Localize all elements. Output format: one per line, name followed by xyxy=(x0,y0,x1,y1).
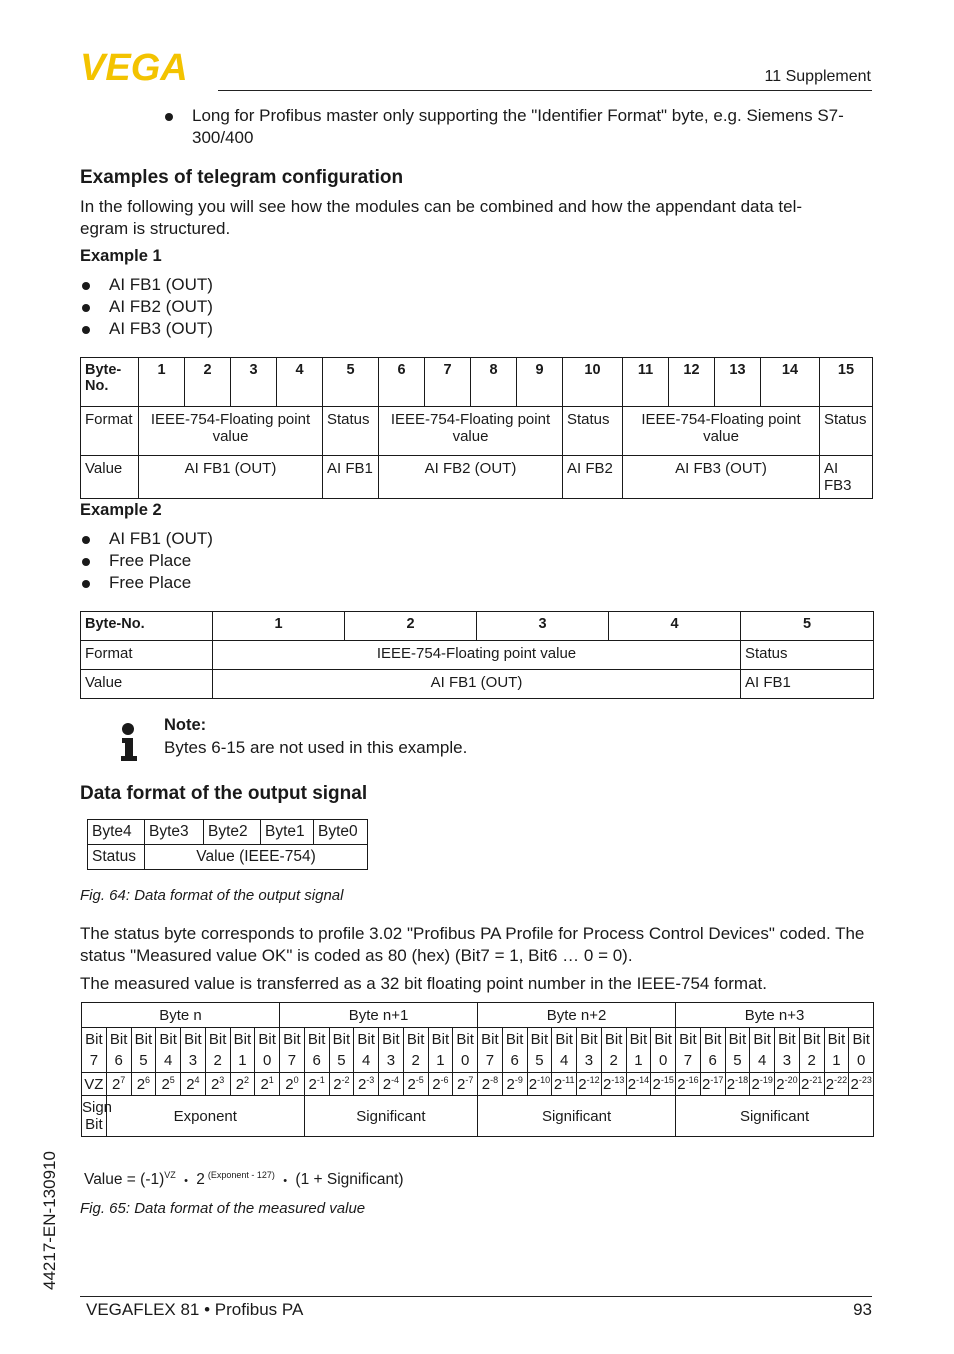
value-formula xyxy=(84,1170,404,1189)
power-exponent: -3 xyxy=(366,1075,375,1085)
bit-cell xyxy=(82,1028,107,1073)
status-cell: Status xyxy=(323,407,379,456)
bit-word: Bit xyxy=(456,1031,474,1048)
byte-header: Byte4 xyxy=(88,820,145,845)
formula-dot: • xyxy=(184,1175,188,1188)
power-cell: $2^{-4}$ xyxy=(379,1073,404,1096)
bit-word: Bit xyxy=(332,1031,351,1048)
power-exponent: -1 xyxy=(316,1075,325,1085)
bit-number: 1 xyxy=(634,1052,643,1069)
bit-word: Bit xyxy=(629,1031,648,1048)
value-label: Value xyxy=(81,456,139,499)
bit-word: Bit xyxy=(382,1031,400,1048)
bit-cell xyxy=(651,1028,676,1073)
bit-word: Bit xyxy=(604,1031,623,1048)
power-cell: $2^{-7}$ xyxy=(453,1073,478,1096)
power-exponent: -14 xyxy=(636,1075,650,1085)
significant-cell: Significant xyxy=(478,1096,676,1137)
power-cell: $2^4$ xyxy=(181,1073,206,1096)
value-cell: Value (IEEE-754) xyxy=(145,845,368,870)
bit-cell xyxy=(131,1028,156,1073)
power-cell: $2^{-2}$ xyxy=(329,1073,354,1096)
value-cell: AI FB1 (OUT) xyxy=(213,670,741,699)
bit-cell xyxy=(676,1028,701,1073)
power-cell: $2^{-21}$ xyxy=(799,1073,824,1096)
status-cell: Status xyxy=(820,407,873,456)
bit-word: Bit xyxy=(307,1031,326,1048)
byte-header: Byte n+1 xyxy=(280,1003,478,1028)
byte-number: 1 xyxy=(139,358,185,407)
byte-number: 11 xyxy=(623,358,669,407)
bit-cell xyxy=(304,1028,329,1073)
bit-word: Bit xyxy=(778,1031,796,1048)
bit-word: Bit xyxy=(208,1031,227,1048)
status-paragraph: The status byte corresponds to profile 3.02 "Profibus PA Profile for Process Control Devices" coded. The status "Measured value OK" is coded as 80 (hex) (Bit7 = 1, Bit6 … 0 = 0). xyxy=(80,924,865,965)
byte-number: 12 xyxy=(669,358,715,407)
byte-header: Byte n+2 xyxy=(478,1003,676,1028)
bit-number: 5 xyxy=(139,1052,148,1069)
bit-word: Bit xyxy=(184,1031,202,1048)
power-cell: $2^{-19}$ xyxy=(750,1073,775,1096)
ieee-cell: IEEE-754-Floating point value xyxy=(379,407,563,456)
power-exponent: 3 xyxy=(219,1075,225,1085)
bit-cell xyxy=(329,1028,354,1073)
document-id: 44217-EN-130910 xyxy=(40,1151,59,1290)
power-cell: $2^{-9}$ xyxy=(502,1073,527,1096)
power-cell: $2^{-1}$ xyxy=(304,1073,329,1096)
byte-number: 2 xyxy=(185,358,231,407)
byte-header: Byte3 xyxy=(145,820,204,845)
power-cell: $2^{-13}$ xyxy=(601,1073,626,1096)
table-row xyxy=(81,612,874,641)
footer-title: VEGAFLEX 81 • Profibus PA xyxy=(86,1300,304,1319)
power-cell: $2^2$ xyxy=(230,1073,255,1096)
example2-table xyxy=(80,611,874,699)
power-cell: $2^5$ xyxy=(156,1073,181,1096)
byte-number: 5 xyxy=(741,612,874,641)
bit-cell xyxy=(403,1028,428,1073)
power-exponent: -18 xyxy=(735,1075,749,1085)
bit-cell xyxy=(824,1028,849,1073)
byte-number: 2 xyxy=(345,612,477,641)
exponent-cell: Exponent xyxy=(106,1096,304,1137)
bit-number: 5 xyxy=(733,1052,742,1069)
power-cell: $2^0$ xyxy=(280,1073,305,1096)
power-exponent: -12 xyxy=(586,1075,600,1085)
table-row xyxy=(81,358,873,407)
power-cell: $2^{-11}$ xyxy=(552,1073,577,1096)
ieee-cell: IEEE-754-Floating point value xyxy=(139,407,323,456)
power-exponent: 2 xyxy=(244,1075,250,1085)
bit-word: Bit xyxy=(109,1031,128,1048)
power-cell: $2^{-23}$ xyxy=(849,1073,874,1096)
bit-word: Bit xyxy=(283,1031,301,1048)
bit-number: 2 xyxy=(411,1052,420,1069)
value-cell: AI FB3 (OUT) xyxy=(623,456,820,499)
power-exponent: -6 xyxy=(440,1075,449,1085)
list-item: AI FB1 (OUT) xyxy=(80,274,480,296)
bit-number: 4 xyxy=(163,1052,173,1069)
output-format-table xyxy=(87,819,368,870)
bit-cell xyxy=(181,1028,206,1073)
bit-number: 4 xyxy=(560,1052,569,1069)
intro-list xyxy=(163,105,863,149)
power-exponent: 0 xyxy=(293,1075,299,1085)
footer-divider xyxy=(80,1296,872,1297)
power-cell: $2^{-22}$ xyxy=(824,1073,849,1096)
byte-number: 3 xyxy=(477,612,609,641)
table-row xyxy=(81,456,873,499)
byte-number: 7 xyxy=(425,358,471,407)
formula-rhs: (1 + Significant) xyxy=(295,1171,404,1189)
note-text: Bytes 6-15 are not used in this example. xyxy=(164,738,468,757)
power-cell: $2^{-20}$ xyxy=(775,1073,800,1096)
bit-number: 0 xyxy=(460,1052,470,1069)
power-exponent: -10 xyxy=(537,1075,551,1085)
value-cell: AI FB2 xyxy=(563,456,623,499)
status-cell: Status xyxy=(563,407,623,456)
example1-list xyxy=(80,274,480,340)
table-row xyxy=(82,1028,874,1073)
byte-number: 10 xyxy=(563,358,623,407)
value-cell: AI FB1 xyxy=(323,456,379,499)
bit-cell xyxy=(230,1028,255,1073)
bit-number: 3 xyxy=(782,1052,792,1069)
logo-text: VEGA xyxy=(80,50,188,84)
byte-number: 3 xyxy=(231,358,277,407)
byte-header: Byte n+3 xyxy=(676,1003,874,1028)
power-exponent: -16 xyxy=(685,1075,699,1085)
power-exponent: -15 xyxy=(660,1075,674,1085)
bit-cell xyxy=(700,1028,725,1073)
list-item: Long for Profibus master only supporting the "Identifier Format" byte, e.g. Siemens S7-300/400 xyxy=(163,105,863,149)
bit-cell xyxy=(775,1028,800,1073)
bit-cell xyxy=(428,1028,453,1073)
value-cell: AI FB1 (OUT) xyxy=(139,456,323,499)
power-cell: $2^{-8}$ xyxy=(478,1073,503,1096)
bit-cell xyxy=(552,1028,577,1073)
page-number: 93 xyxy=(853,1300,872,1319)
bit-word: Bit xyxy=(654,1031,672,1048)
power-cell: $2^{-12}$ xyxy=(577,1073,602,1096)
ieee-cell: IEEE-754-Floating point value xyxy=(213,641,741,670)
power-cell: $2^{-5}$ xyxy=(403,1073,428,1096)
bit-number: 6 xyxy=(708,1052,717,1069)
bit-number: 0 xyxy=(857,1052,866,1069)
bit-word: Bit xyxy=(802,1031,821,1048)
bit-word: Bit xyxy=(530,1031,549,1048)
bit-number: 1 xyxy=(832,1052,841,1069)
power-exponent: -17 xyxy=(710,1075,724,1085)
byte-number: 8 xyxy=(471,358,517,407)
example2-list xyxy=(80,528,480,594)
bit-cell xyxy=(750,1028,775,1073)
power-exponent: -4 xyxy=(391,1075,400,1085)
bit-word: Bit xyxy=(85,1031,103,1048)
table-row xyxy=(81,670,874,699)
byte-number: 9 xyxy=(517,358,563,407)
bit-cell xyxy=(849,1028,874,1073)
power-exponent: -19 xyxy=(759,1075,773,1085)
significant-cell: Significant xyxy=(304,1096,477,1137)
list-item: AI FB3 (OUT) xyxy=(80,318,480,340)
bit-cell xyxy=(478,1028,503,1073)
table-row xyxy=(81,641,874,670)
bit-number: 5 xyxy=(535,1052,544,1069)
power-cell: $2^{-15}$ xyxy=(651,1073,676,1096)
bit-number: 7 xyxy=(287,1052,297,1069)
power-exponent: -9 xyxy=(514,1075,523,1085)
table-row xyxy=(81,407,873,456)
bit-cell xyxy=(502,1028,527,1073)
power-cell: $2^{-3}$ xyxy=(354,1073,379,1096)
bit-number: 4 xyxy=(361,1052,371,1069)
bit-number: 7 xyxy=(683,1052,693,1069)
status-cell: Status xyxy=(741,641,874,670)
byte-header: Byte2 xyxy=(204,820,261,845)
example1-table xyxy=(80,357,873,499)
formula-exponent: (Exponent - 127) xyxy=(207,1170,275,1180)
list-item: AI FB1 (OUT) xyxy=(80,528,480,550)
formula-two: 2 xyxy=(196,1171,205,1189)
bit-number: 3 xyxy=(386,1052,396,1069)
power-exponent: -8 xyxy=(490,1075,499,1085)
bit-word: Bit xyxy=(357,1031,375,1048)
sign-bit-cell: Sign Bit xyxy=(82,1096,107,1137)
bit-cell xyxy=(799,1028,824,1073)
power-exponent: -22 xyxy=(834,1075,848,1085)
bit-cell xyxy=(725,1028,750,1073)
bit-number: 6 xyxy=(114,1052,123,1069)
bit-word: Bit xyxy=(505,1031,524,1048)
section-label: 11 Supplement xyxy=(764,68,871,85)
bit-number: 6 xyxy=(510,1052,519,1069)
power-cell: $2^3$ xyxy=(205,1073,230,1096)
output-heading: Data format of the output signal xyxy=(80,783,368,804)
table-row xyxy=(82,1073,874,1096)
bit-word: Bit xyxy=(258,1031,276,1048)
byte-number: 6 xyxy=(379,358,425,407)
table-row xyxy=(82,1003,874,1028)
bit-cell xyxy=(280,1028,305,1073)
telegram-heading: Examples of telegram configuration xyxy=(80,167,404,188)
power-cell: $2^{-10}$ xyxy=(527,1073,552,1096)
fig64-caption: Fig. 64: Data format of the output signal xyxy=(80,887,344,904)
example2-title: Example 2 xyxy=(80,501,162,519)
list-item: AI FB2 (OUT) xyxy=(80,296,480,318)
bit-number: 1 xyxy=(238,1052,247,1069)
bit-word: Bit xyxy=(703,1031,722,1048)
example1-title: Example 1 xyxy=(80,247,162,265)
bit-number: 5 xyxy=(337,1052,346,1069)
bit-number: 2 xyxy=(609,1052,618,1069)
formula-lhs: Value = (-1) xyxy=(84,1171,165,1189)
format-label: Format xyxy=(81,407,139,456)
bit-cell xyxy=(527,1028,552,1073)
power-exponent: -11 xyxy=(562,1075,575,1085)
bit-cell xyxy=(156,1028,181,1073)
byte-number: 1 xyxy=(213,612,345,641)
power-exponent: -20 xyxy=(784,1075,798,1085)
note-title: Note: xyxy=(164,716,207,734)
bit-number: 3 xyxy=(584,1052,594,1069)
power-exponent: 6 xyxy=(145,1075,151,1085)
byte-header: Byte n xyxy=(82,1003,280,1028)
power-cell: $2^1$ xyxy=(255,1073,280,1096)
table-row xyxy=(88,820,368,845)
byte-number: 13 xyxy=(715,358,761,407)
power-cell: $2^6$ xyxy=(131,1073,156,1096)
table-row xyxy=(88,845,368,870)
bit-word: Bit xyxy=(827,1031,846,1048)
bit-number: 0 xyxy=(659,1052,668,1069)
power-cell: $2^{-14}$ xyxy=(626,1073,651,1096)
bit-cell xyxy=(453,1028,478,1073)
power-exponent: -21 xyxy=(809,1075,823,1085)
bit-word: Bit xyxy=(431,1031,450,1048)
bit-word: Bit xyxy=(159,1031,177,1048)
power-cell: $2^{-16}$ xyxy=(676,1073,701,1096)
bit-number: 1 xyxy=(436,1052,445,1069)
power-exponent: 5 xyxy=(169,1075,175,1085)
bit-word: Bit xyxy=(580,1031,598,1048)
power-cell: $2^{-18}$ xyxy=(725,1073,750,1096)
byte-number: 14 xyxy=(761,358,820,407)
bit-cell xyxy=(601,1028,626,1073)
power-exponent: 7 xyxy=(120,1075,126,1085)
bit-number: 7 xyxy=(89,1052,99,1069)
power-cell: $2^{-17}$ xyxy=(700,1073,725,1096)
power-exponent: -7 xyxy=(465,1075,474,1085)
value-cell: AI FB1 xyxy=(741,670,874,699)
list-item: Free Place xyxy=(80,550,480,572)
bit-word: Bit xyxy=(481,1031,499,1048)
bit-word: Bit xyxy=(134,1031,153,1048)
bit-word: Bit xyxy=(233,1031,252,1048)
bit-number: 4 xyxy=(758,1052,767,1069)
measured-paragraph: The measured value is transferred as a 32 bit floating point number in the IEEE-754 format. xyxy=(80,974,767,993)
header-divider xyxy=(218,90,872,91)
status-cell: Status xyxy=(88,845,145,870)
power-cell: $2^{-6}$ xyxy=(428,1073,453,1096)
significant-cell: Significant xyxy=(676,1096,874,1137)
byte-number: 4 xyxy=(277,358,323,407)
bit-number: 3 xyxy=(188,1052,198,1069)
bit-number: 6 xyxy=(312,1052,321,1069)
power-exponent: -23 xyxy=(858,1075,872,1085)
bit-word: Bit xyxy=(728,1031,747,1048)
vz-cell: VZ xyxy=(82,1073,107,1096)
value-cell: AI FB3 xyxy=(820,456,873,499)
info-icon xyxy=(118,722,140,767)
list-item: Free Place xyxy=(80,572,480,594)
power-exponent: -5 xyxy=(415,1075,424,1085)
byte-header: Byte1 xyxy=(261,820,314,845)
value-label: Value xyxy=(81,670,213,699)
vega-logo xyxy=(80,50,212,89)
byte-number: 5 xyxy=(323,358,379,407)
bit-cell xyxy=(379,1028,404,1073)
power-exponent: -13 xyxy=(611,1075,625,1085)
format-label: Format xyxy=(81,641,213,670)
bit-number: 0 xyxy=(262,1052,272,1069)
formula-vz: VZ xyxy=(164,1170,176,1180)
value-cell: AI FB2 (OUT) xyxy=(379,456,563,499)
byte-number: 15 xyxy=(820,358,873,407)
fig65-caption: Fig. 65: Data format of the measured value xyxy=(80,1200,366,1217)
bit-word: Bit xyxy=(753,1031,771,1048)
byte-no-header: Byte-No. xyxy=(81,612,213,641)
bit-cell xyxy=(626,1028,651,1073)
bit-number: 2 xyxy=(807,1052,816,1069)
power-exponent: 4 xyxy=(194,1075,200,1085)
bit-number: 2 xyxy=(213,1052,222,1069)
byte-number: 4 xyxy=(609,612,741,641)
power-exponent: -2 xyxy=(341,1075,350,1085)
byte-header: Byte0 xyxy=(314,820,368,845)
telegram-paragraph: In the following you will see how the modules can be combined and how the appendant data tel-egram is structured. xyxy=(80,197,803,238)
power-exponent: 1 xyxy=(268,1075,274,1085)
formula-dot: • xyxy=(283,1175,288,1188)
bit-word: Bit xyxy=(406,1031,425,1048)
bit-number: 7 xyxy=(485,1052,495,1069)
bit-word: Bit xyxy=(555,1031,573,1048)
bit-cell xyxy=(577,1028,602,1073)
byte-no-header: Byte-No. xyxy=(81,358,139,407)
bit-cell xyxy=(205,1028,230,1073)
bit-cell xyxy=(255,1028,280,1073)
table-row xyxy=(82,1096,874,1137)
bit-word: Bit xyxy=(852,1031,870,1048)
bit-cell xyxy=(106,1028,131,1073)
bit-word: Bit xyxy=(679,1031,697,1048)
ieee-cell: IEEE-754-Floating point value xyxy=(623,407,820,456)
power-cell: $2^7$ xyxy=(106,1073,131,1096)
bit-cell xyxy=(354,1028,379,1073)
bits-table xyxy=(81,1002,874,1137)
